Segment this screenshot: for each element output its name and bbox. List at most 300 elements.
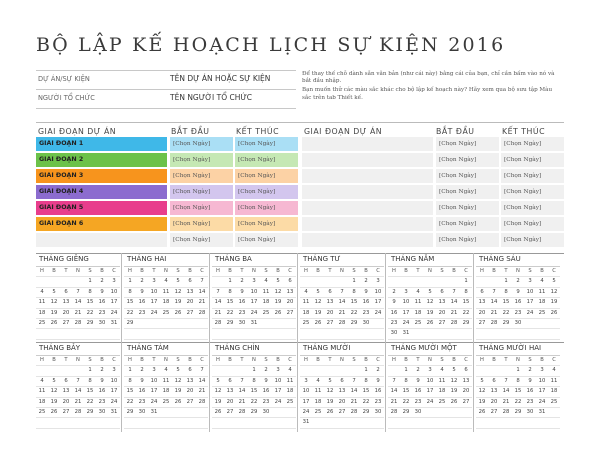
calendar-day[interactable]: 31 (400, 329, 412, 339)
phase-name[interactable] (302, 217, 433, 231)
calendar-day[interactable]: 20 (224, 398, 236, 408)
calendar-day[interactable]: 17 (300, 398, 312, 408)
calendar-day[interactable]: 6 (284, 277, 296, 287)
calendar-day[interactable]: 15 (124, 387, 136, 397)
calendar-day[interactable]: 28 (212, 319, 224, 329)
calendar-day[interactable]: 18 (536, 298, 548, 308)
calendar-day[interactable]: 23 (512, 309, 524, 319)
calendar-day[interactable]: 17 (524, 298, 536, 308)
calendar-day[interactable]: 5 (48, 377, 60, 387)
calendar-day[interactable]: 18 (284, 387, 296, 397)
calendar-day[interactable]: 12 (172, 377, 184, 387)
calendar-day[interactable]: 28 (500, 408, 512, 418)
calendar-day[interactable]: 29 (348, 319, 360, 329)
calendar-day[interactable]: 29 (248, 408, 260, 418)
calendar-day[interactable]: 20 (60, 398, 72, 408)
calendar-day[interactable]: 13 (284, 288, 296, 298)
calendar-day[interactable]: 26 (312, 319, 324, 329)
calendar-day[interactable]: 10 (300, 387, 312, 397)
calendar-day[interactable]: 24 (108, 398, 120, 408)
calendar-day[interactable]: 29 (512, 408, 524, 418)
calendar-day[interactable]: 26 (212, 408, 224, 418)
calendar-day[interactable]: 21 (388, 398, 400, 408)
calendar-day[interactable]: 30 (96, 408, 108, 418)
calendar-day[interactable]: 6 (336, 377, 348, 387)
calendar-day[interactable]: 18 (260, 298, 272, 308)
calendar-day[interactable]: 7 (388, 377, 400, 387)
calendar-day[interactable]: 4 (36, 377, 48, 387)
calendar-day[interactable]: 24 (148, 398, 160, 408)
calendar-day[interactable]: 12 (476, 387, 488, 397)
calendar-day[interactable]: 18 (36, 398, 48, 408)
calendar-day[interactable]: 13 (336, 387, 348, 397)
calendar-day[interactable]: 2 (372, 366, 384, 376)
calendar-day[interactable]: 25 (36, 408, 48, 418)
calendar-day[interactable]: 23 (372, 398, 384, 408)
calendar-day[interactable]: 21 (196, 387, 208, 397)
calendar-day[interactable]: 19 (424, 309, 436, 319)
calendar-day[interactable]: 12 (312, 298, 324, 308)
calendar-day[interactable]: 17 (536, 387, 548, 397)
calendar-day[interactable]: 9 (136, 288, 148, 298)
calendar-day[interactable]: 13 (488, 387, 500, 397)
calendar-day[interactable]: 17 (400, 309, 412, 319)
calendar-day[interactable]: 25 (312, 408, 324, 418)
calendar-day[interactable]: 4 (300, 288, 312, 298)
calendar-day[interactable]: 23 (260, 398, 272, 408)
calendar-day[interactable]: 24 (272, 398, 284, 408)
calendar-day[interactable]: 10 (424, 377, 436, 387)
calendar-day[interactable]: 30 (260, 408, 272, 418)
calendar-day[interactable]: 9 (96, 377, 108, 387)
calendar-day[interactable]: 13 (224, 387, 236, 397)
calendar-day[interactable]: 12 (424, 298, 436, 308)
date-picker[interactable]: [Chọn Ngày] (501, 201, 564, 215)
date-picker[interactable]: [Chọn Ngày] (235, 201, 298, 215)
calendar-day[interactable]: 17 (272, 387, 284, 397)
calendar-day[interactable]: 17 (148, 298, 160, 308)
calendar-day[interactable]: 29 (84, 408, 96, 418)
calendar-day[interactable]: 16 (96, 298, 108, 308)
calendar-day[interactable]: 11 (36, 298, 48, 308)
calendar-day[interactable]: 9 (372, 377, 384, 387)
calendar-day[interactable]: 25 (300, 319, 312, 329)
calendar-day[interactable]: 13 (184, 377, 196, 387)
calendar-day[interactable]: 7 (500, 377, 512, 387)
calendar-day[interactable]: 5 (172, 277, 184, 287)
calendar-day[interactable]: 15 (400, 387, 412, 397)
calendar-day[interactable]: 1 (84, 366, 96, 376)
calendar-day[interactable]: 22 (248, 398, 260, 408)
calendar-day[interactable]: 20 (460, 387, 472, 397)
calendar-day[interactable]: 7 (196, 277, 208, 287)
calendar-day[interactable]: 31 (108, 408, 120, 418)
calendar-day[interactable]: 20 (184, 298, 196, 308)
calendar-day[interactable]: 26 (324, 408, 336, 418)
calendar-day[interactable]: 5 (324, 377, 336, 387)
calendar-day[interactable]: 29 (84, 319, 96, 329)
date-picker[interactable]: [Chọn Ngày] (501, 169, 564, 183)
calendar-day[interactable]: 27 (324, 319, 336, 329)
calendar-day[interactable]: 9 (512, 288, 524, 298)
calendar-day[interactable]: 19 (312, 309, 324, 319)
calendar-day[interactable]: 2 (236, 277, 248, 287)
calendar-day[interactable]: 27 (184, 398, 196, 408)
calendar-day[interactable]: 30 (372, 408, 384, 418)
calendar-day[interactable]: 4 (36, 288, 48, 298)
calendar-day[interactable]: 15 (124, 298, 136, 308)
calendar-day[interactable]: 28 (388, 408, 400, 418)
calendar-day[interactable]: 26 (172, 398, 184, 408)
calendar-day[interactable]: 7 (212, 288, 224, 298)
calendar-day[interactable]: 8 (400, 377, 412, 387)
calendar-day[interactable]: 15 (84, 387, 96, 397)
calendar-day[interactable]: 10 (272, 377, 284, 387)
calendar-day[interactable]: 27 (436, 319, 448, 329)
calendar-day[interactable]: 13 (436, 298, 448, 308)
calendar-day[interactable]: 31 (108, 319, 120, 329)
calendar-day[interactable]: 13 (476, 298, 488, 308)
calendar-day[interactable]: 13 (60, 298, 72, 308)
calendar-day[interactable]: 14 (336, 298, 348, 308)
calendar-day[interactable]: 15 (360, 387, 372, 397)
calendar-day[interactable]: 11 (160, 288, 172, 298)
calendar-day[interactable]: 14 (348, 387, 360, 397)
calendar-day[interactable]: 30 (412, 408, 424, 418)
calendar-day[interactable]: 6 (60, 377, 72, 387)
calendar-day[interactable]: 3 (108, 366, 120, 376)
calendar-day[interactable]: 28 (236, 408, 248, 418)
calendar-day[interactable]: 18 (36, 309, 48, 319)
calendar-day[interactable]: 30 (360, 319, 372, 329)
calendar-day[interactable]: 20 (436, 309, 448, 319)
calendar-day[interactable]: 20 (184, 387, 196, 397)
date-picker[interactable]: [Chọn Ngày] (170, 217, 233, 231)
calendar-day[interactable]: 31 (300, 418, 312, 428)
calendar-day[interactable]: 24 (148, 309, 160, 319)
calendar-day[interactable]: 9 (96, 288, 108, 298)
calendar-day[interactable]: 1 (512, 366, 524, 376)
calendar-day[interactable]: 4 (412, 288, 424, 298)
calendar-day[interactable]: 7 (72, 288, 84, 298)
calendar-day[interactable]: 11 (260, 288, 272, 298)
calendar-day[interactable]: 1 (124, 366, 136, 376)
calendar-day[interactable]: 4 (160, 277, 172, 287)
calendar-day[interactable]: 2 (96, 277, 108, 287)
calendar-day[interactable]: 12 (48, 298, 60, 308)
calendar-day[interactable]: 30 (512, 319, 524, 329)
calendar-day[interactable]: 31 (536, 408, 548, 418)
calendar-day[interactable]: 14 (196, 377, 208, 387)
calendar-day[interactable]: 14 (196, 288, 208, 298)
calendar-day[interactable]: 26 (48, 319, 60, 329)
calendar-day[interactable]: 16 (372, 387, 384, 397)
calendar-day[interactable]: 15 (460, 298, 472, 308)
calendar-day[interactable]: 10 (108, 377, 120, 387)
calendar-day[interactable]: 21 (72, 309, 84, 319)
calendar-day[interactable]: 27 (184, 309, 196, 319)
calendar-day[interactable]: 7 (448, 288, 460, 298)
calendar-day[interactable]: 30 (388, 329, 400, 339)
date-picker[interactable]: [Chọn Ngày] (170, 185, 233, 199)
calendar-day[interactable]: 21 (488, 309, 500, 319)
calendar-day[interactable]: 1 (500, 277, 512, 287)
calendar-day[interactable]: 14 (448, 298, 460, 308)
calendar-day[interactable]: 7 (196, 366, 208, 376)
calendar-day[interactable]: 29 (460, 319, 472, 329)
calendar-day[interactable]: 24 (400, 319, 412, 329)
calendar-day[interactable]: 26 (48, 408, 60, 418)
calendar-day[interactable]: 25 (160, 398, 172, 408)
calendar-day[interactable]: 24 (536, 398, 548, 408)
calendar-day[interactable]: 6 (184, 277, 196, 287)
calendar-day[interactable]: 25 (436, 398, 448, 408)
calendar-day[interactable]: 26 (448, 398, 460, 408)
date-picker[interactable]: [Chọn Ngày] (501, 137, 564, 151)
calendar-day[interactable]: 16 (260, 387, 272, 397)
calendar-day[interactable]: 28 (196, 398, 208, 408)
calendar-day[interactable]: 17 (108, 387, 120, 397)
calendar-day[interactable]: 3 (108, 277, 120, 287)
calendar-day[interactable]: 16 (412, 387, 424, 397)
calendar-day[interactable]: 22 (224, 309, 236, 319)
calendar-day[interactable]: 19 (448, 387, 460, 397)
calendar-day[interactable]: 26 (424, 319, 436, 329)
calendar-day[interactable]: 1 (124, 277, 136, 287)
calendar-day[interactable]: 14 (212, 298, 224, 308)
phase-name[interactable] (302, 185, 433, 199)
calendar-day[interactable]: 13 (184, 288, 196, 298)
calendar-day[interactable]: 3 (148, 277, 160, 287)
calendar-day[interactable]: 6 (60, 288, 72, 298)
calendar-day[interactable]: 1 (400, 366, 412, 376)
date-picker[interactable]: [Chọn Ngày] (436, 233, 499, 247)
calendar-day[interactable]: 2 (260, 366, 272, 376)
calendar-day[interactable]: 11 (36, 387, 48, 397)
calendar-day[interactable]: 12 (324, 387, 336, 397)
calendar-day[interactable]: 5 (212, 377, 224, 387)
organizer-value[interactable]: TÊN NGƯỜI TỔ CHỨC (170, 93, 253, 102)
calendar-day[interactable]: 30 (524, 408, 536, 418)
calendar-day[interactable]: 17 (424, 387, 436, 397)
calendar-day[interactable]: 2 (360, 277, 372, 287)
calendar-day[interactable]: 14 (72, 387, 84, 397)
calendar-day[interactable]: 3 (536, 366, 548, 376)
calendar-day[interactable]: 22 (84, 309, 96, 319)
calendar-day[interactable]: 27 (336, 408, 348, 418)
calendar-day[interactable]: 17 (372, 298, 384, 308)
calendar-day[interactable]: 25 (160, 309, 172, 319)
calendar-day[interactable]: 6 (488, 377, 500, 387)
calendar-day[interactable]: 15 (224, 298, 236, 308)
calendar-day[interactable]: 28 (196, 309, 208, 319)
calendar-day[interactable]: 6 (476, 288, 488, 298)
calendar-day[interactable]: 27 (476, 319, 488, 329)
date-picker[interactable]: [Chọn Ngày] (235, 153, 298, 167)
calendar-day[interactable]: 21 (448, 309, 460, 319)
phase-name[interactable] (36, 233, 167, 247)
calendar-day[interactable]: 28 (72, 408, 84, 418)
calendar-day[interactable]: 29 (360, 408, 372, 418)
calendar-day[interactable]: 8 (84, 377, 96, 387)
calendar-day[interactable]: 25 (412, 319, 424, 329)
calendar-day[interactable]: 19 (212, 398, 224, 408)
calendar-day[interactable]: 26 (272, 309, 284, 319)
calendar-day[interactable]: 8 (460, 288, 472, 298)
calendar-day[interactable]: 9 (136, 377, 148, 387)
calendar-day[interactable]: 8 (348, 288, 360, 298)
phase-name[interactable] (302, 137, 433, 151)
calendar-day[interactable]: 7 (488, 288, 500, 298)
calendar-day[interactable]: 23 (96, 398, 108, 408)
calendar-day[interactable]: 5 (312, 288, 324, 298)
calendar-day[interactable]: 14 (236, 387, 248, 397)
calendar-day[interactable]: 10 (524, 288, 536, 298)
calendar-day[interactable]: 14 (72, 298, 84, 308)
calendar-day[interactable]: 21 (348, 398, 360, 408)
calendar-day[interactable]: 29 (224, 319, 236, 329)
calendar-day[interactable]: 3 (148, 366, 160, 376)
calendar-day[interactable]: 5 (172, 366, 184, 376)
calendar-day[interactable]: 20 (284, 298, 296, 308)
date-picker[interactable]: [Chọn Ngày] (170, 137, 233, 151)
calendar-day[interactable]: 29 (124, 408, 136, 418)
calendar-day[interactable]: 5 (548, 277, 560, 287)
calendar-day[interactable]: 23 (524, 398, 536, 408)
date-picker[interactable]: [Chọn Ngày] (436, 185, 499, 199)
calendar-day[interactable]: 15 (248, 387, 260, 397)
calendar-day[interactable]: 14 (488, 298, 500, 308)
calendar-day[interactable]: 1 (460, 277, 472, 287)
calendar-day[interactable]: 3 (400, 288, 412, 298)
calendar-day[interactable]: 23 (136, 398, 148, 408)
calendar-day[interactable]: 14 (388, 387, 400, 397)
calendar-day[interactable]: 16 (388, 309, 400, 319)
calendar-day[interactable]: 6 (324, 288, 336, 298)
calendar-day[interactable]: 23 (360, 309, 372, 319)
calendar-day[interactable]: 16 (96, 387, 108, 397)
calendar-day[interactable]: 18 (160, 387, 172, 397)
calendar-day[interactable]: 5 (476, 377, 488, 387)
calendar-day[interactable]: 4 (436, 366, 448, 376)
calendar-day[interactable]: 22 (400, 398, 412, 408)
date-picker[interactable]: [Chọn Ngày] (235, 185, 298, 199)
calendar-day[interactable]: 15 (500, 298, 512, 308)
calendar-day[interactable]: 20 (476, 309, 488, 319)
calendar-day[interactable]: 20 (324, 309, 336, 319)
calendar-day[interactable]: 11 (412, 298, 424, 308)
calendar-day[interactable]: 8 (248, 377, 260, 387)
calendar-day[interactable]: 3 (524, 277, 536, 287)
calendar-day[interactable]: 21 (72, 398, 84, 408)
date-picker[interactable]: [Chọn Ngày] (170, 233, 233, 247)
calendar-day[interactable]: 25 (536, 309, 548, 319)
date-picker[interactable]: [Chọn Ngày] (436, 169, 499, 183)
calendar-day[interactable]: 18 (312, 398, 324, 408)
phase-name[interactable]: GIAI ĐOẠN 6 (36, 217, 167, 231)
calendar-day[interactable]: 28 (336, 319, 348, 329)
calendar-day[interactable]: 7 (336, 288, 348, 298)
calendar-day[interactable]: 1 (84, 277, 96, 287)
calendar-day[interactable]: 10 (536, 377, 548, 387)
calendar-day[interactable]: 2 (512, 277, 524, 287)
calendar-day[interactable]: 27 (488, 408, 500, 418)
calendar-day[interactable]: 18 (436, 387, 448, 397)
calendar-day[interactable]: 18 (300, 309, 312, 319)
calendar-day[interactable]: 21 (212, 309, 224, 319)
calendar-day[interactable]: 26 (548, 309, 560, 319)
calendar-day[interactable]: 23 (412, 398, 424, 408)
calendar-day[interactable]: 22 (360, 398, 372, 408)
calendar-day[interactable]: 18 (160, 298, 172, 308)
calendar-day[interactable]: 21 (196, 298, 208, 308)
calendar-day[interactable]: 25 (36, 319, 48, 329)
calendar-day[interactable]: 27 (60, 408, 72, 418)
calendar-day[interactable]: 24 (424, 398, 436, 408)
calendar-day[interactable]: 9 (524, 377, 536, 387)
calendar-day[interactable]: 4 (312, 377, 324, 387)
calendar-day[interactable]: 17 (148, 387, 160, 397)
calendar-day[interactable]: 4 (160, 366, 172, 376)
calendar-day[interactable]: 16 (136, 298, 148, 308)
calendar-day[interactable]: 24 (108, 309, 120, 319)
calendar-day[interactable]: 17 (248, 298, 260, 308)
calendar-day[interactable]: 31 (248, 319, 260, 329)
calendar-day[interactable]: 16 (136, 387, 148, 397)
calendar-day[interactable]: 8 (512, 377, 524, 387)
calendar-day[interactable]: 28 (72, 319, 84, 329)
calendar-day[interactable]: 3 (424, 366, 436, 376)
calendar-day[interactable]: 27 (284, 309, 296, 319)
calendar-day[interactable]: 23 (96, 309, 108, 319)
calendar-day[interactable]: 13 (324, 298, 336, 308)
calendar-day[interactable]: 19 (172, 298, 184, 308)
date-picker[interactable]: [Chọn Ngày] (170, 169, 233, 183)
calendar-day[interactable]: 3 (300, 377, 312, 387)
calendar-day[interactable]: 16 (512, 298, 524, 308)
calendar-day[interactable]: 7 (236, 377, 248, 387)
calendar-day[interactable]: 4 (548, 366, 560, 376)
calendar-day[interactable]: 28 (448, 319, 460, 329)
calendar-day[interactable]: 22 (84, 398, 96, 408)
calendar-day[interactable]: 8 (84, 288, 96, 298)
calendar-day[interactable]: 4 (260, 277, 272, 287)
phase-name[interactable]: GIAI ĐOẠN 5 (36, 201, 167, 215)
calendar-day[interactable]: 24 (524, 309, 536, 319)
calendar-day[interactable]: 20 (336, 398, 348, 408)
date-picker[interactable]: [Chọn Ngày] (436, 217, 499, 231)
calendar-day[interactable]: 19 (48, 309, 60, 319)
calendar-day[interactable]: 3 (272, 366, 284, 376)
date-picker[interactable]: [Chọn Ngày] (235, 137, 298, 151)
calendar-day[interactable]: 27 (60, 319, 72, 329)
phase-name[interactable] (302, 169, 433, 183)
calendar-day[interactable]: 2 (412, 366, 424, 376)
calendar-day[interactable]: 28 (348, 408, 360, 418)
calendar-day[interactable]: 22 (348, 309, 360, 319)
date-picker[interactable]: [Chọn Ngày] (501, 233, 564, 247)
date-picker[interactable]: [Chọn Ngày] (235, 233, 298, 247)
calendar-day[interactable]: 12 (172, 288, 184, 298)
calendar-day[interactable]: 1 (348, 277, 360, 287)
calendar-day[interactable]: 13 (460, 377, 472, 387)
calendar-day[interactable]: 10 (372, 288, 384, 298)
calendar-day[interactable]: 3 (372, 277, 384, 287)
calendar-day[interactable]: 19 (272, 298, 284, 308)
calendar-day[interactable]: 4 (284, 366, 296, 376)
date-picker[interactable]: [Chọn Ngày] (436, 137, 499, 151)
calendar-day[interactable]: 9 (412, 377, 424, 387)
